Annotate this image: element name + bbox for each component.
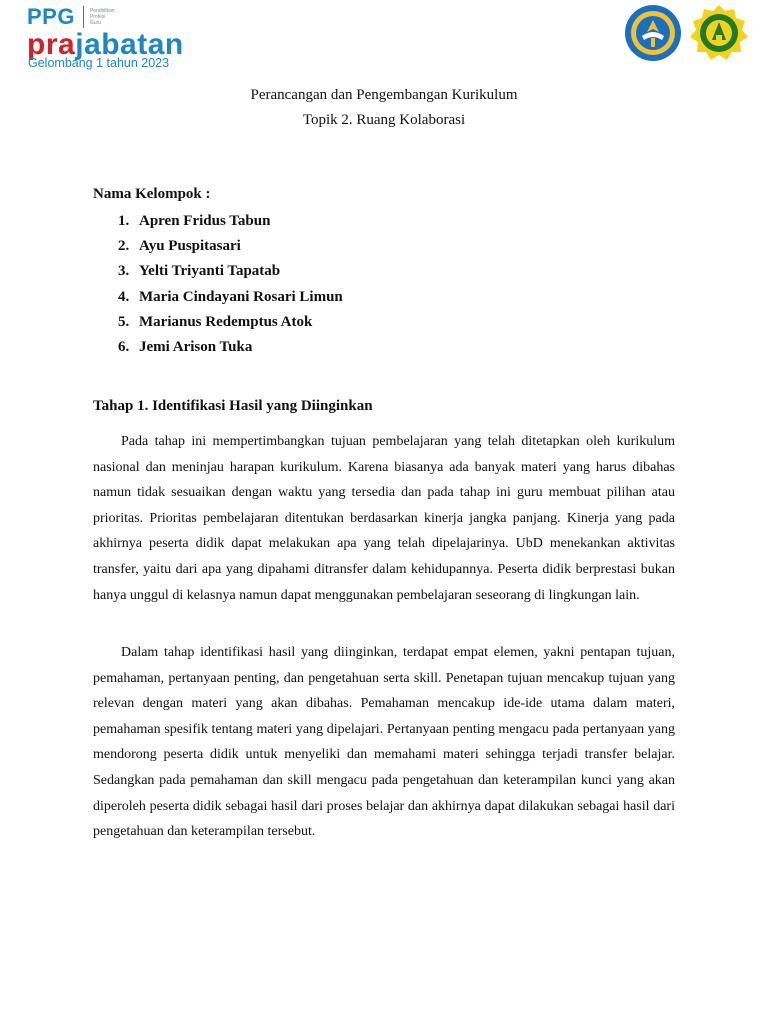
university-emblem-icon (688, 4, 750, 62)
page-header (0, 0, 768, 80)
list-item (118, 285, 343, 310)
batch-label: Gelombang 1 tahun 2023 (28, 56, 170, 70)
group-label: Nama Kelompok : (93, 186, 211, 202)
logo-divider (83, 6, 84, 28)
member-name: Yelti Triyanti Tapatab (139, 263, 281, 280)
list-item (118, 209, 343, 234)
list-item (118, 335, 343, 360)
ppg-brand-text: PPG (27, 4, 75, 29)
document-title: Perancangan dan Pengembangan Kurikulum (250, 87, 518, 103)
ppg-subtitle (90, 8, 115, 26)
prajabatan-part-b: jabatan (75, 28, 184, 61)
member-number: 3. (118, 263, 130, 280)
ppg-subtitle-line: Pendidikan (89, 8, 115, 14)
member-list (118, 209, 343, 360)
member-number: 1. (118, 213, 130, 229)
tut-wuri-handayani-icon (622, 4, 684, 62)
list-item (118, 310, 343, 335)
ppg-subtitle-line: Guru (89, 20, 102, 26)
member-number: 6. (118, 338, 130, 355)
member-name: Marianus Redemptus Atok (139, 313, 313, 330)
member-name: Maria Cindayani Rosari Limun (139, 288, 343, 305)
member-number: 2. (118, 238, 130, 255)
ppg-subtitle-line: Profesi (89, 14, 106, 20)
member-number: 4. (118, 288, 130, 305)
document-subtitle: Topik 2. Ruang Kolaborasi (302, 112, 466, 128)
ppg-prajabatan-logo (27, 4, 184, 70)
prajabatan-part-a: pra (27, 28, 76, 61)
member-number: 5. (118, 313, 130, 330)
emblem-group (622, 4, 750, 62)
list-item (118, 234, 343, 259)
member-name: Jemi Arison Tuka (139, 338, 253, 355)
list-item (118, 259, 343, 284)
paragraph-1: Pada tahap ini mempertimbangkan tujuan pembelajaran yang telah ditetapkan oleh kurikulum nasional dan meninjau harapan kurikulum. Karena biasanya ada banyak materi yang harus dibahas namun tidak sesuaikan dengan waktu yang tersedia dan pada tahap ini guru membuat pilihan atau prioritas. Prioritas pembelajaran ditentukan berdasarkan kinerja jangka panjang. Kinerja yang pada akhirnya peserta didik dapat melakukan apa yang telah dipelajarinya. UbD menekankan aktivitas transfer, yaitu dari apa yang dipahami ditransfer dalam kehidupannya. Peserta didik berprestasi bukan hanya unggul di kelasnya namun dapat menggunakan pembelajaran seseorang di lingkungan lain. (93, 434, 675, 603)
member-name: Apren Fridus Tabun (139, 213, 271, 229)
paragraph-2: Dalam tahap identifikasi hasil yang diinginkan, terdapat empat elemen, yakni pentapan tujuan, pemahaman, pertanyaan penting, dan pengetahuan serta skill. Penetapan tujuan mencakup tujuan yang relevan dengan materi yang akan dibahas. Pemahaman mencakup ide-ide utama dalam materi, pemahaman spesifik tentang materi yang dipelajari. Pertanyaan penting mengacu pada pertanyaan yang mendorong peserta didik untuk menyeliki dan memahami materi sehingga terjadi transfer belajar. Sedangkan pada pemahaman dan skill mengacu pada pengetahuan dan keterampilan kunci yang akan diperoleh peserta didik sebagai hasil dari proses belajar dan akhirnya dapat dilakukan sebagai hasil dari pengetahuan dan keterampilan tersebut. (93, 645, 675, 840)
stage-heading: Tahap 1. Identifikasi Hasil yang Diinginkan (93, 398, 373, 414)
member-name: Ayu Puspitasari (139, 238, 241, 255)
ppg-logo-row (27, 4, 184, 30)
